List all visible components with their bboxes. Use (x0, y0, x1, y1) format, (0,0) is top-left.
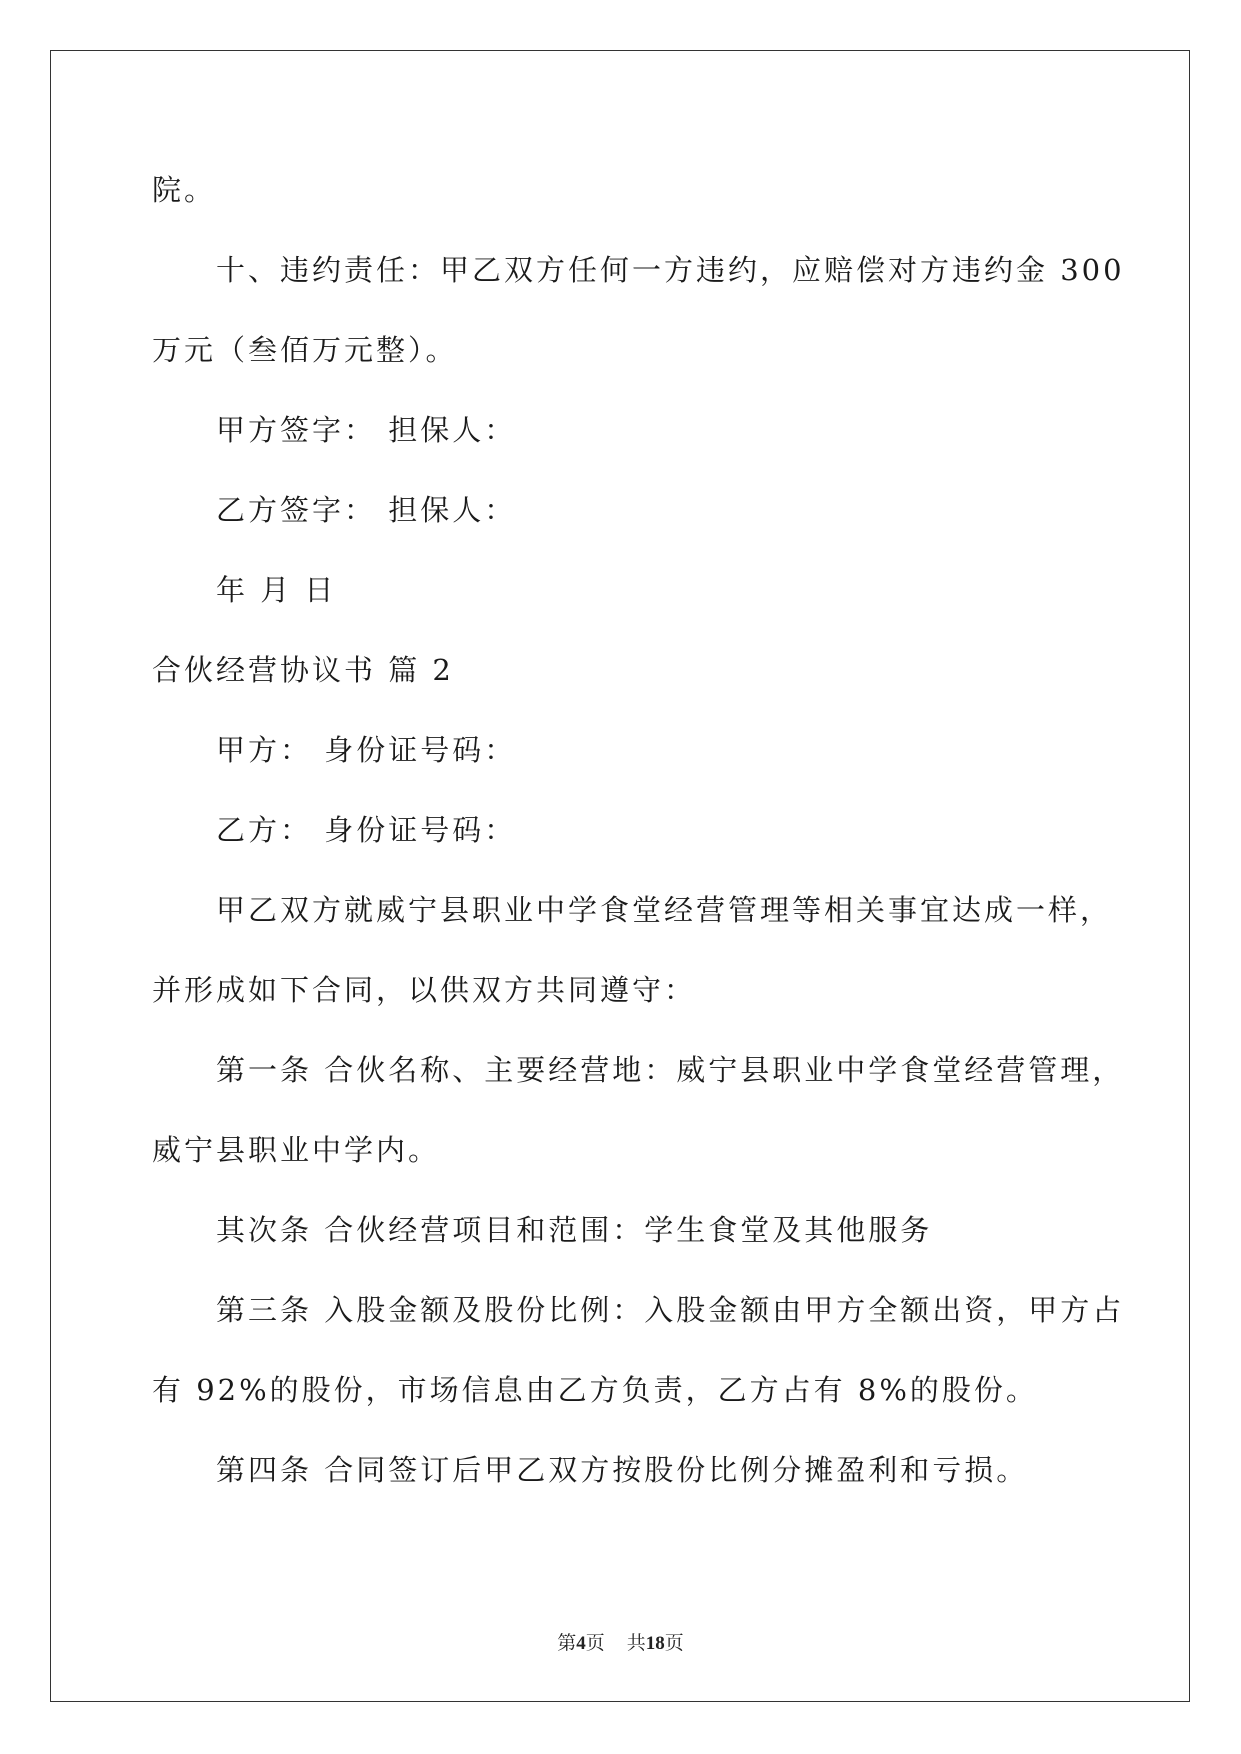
footer-total-pages: 18 (645, 1633, 665, 1654)
text-line-1: 院。 (152, 173, 217, 207)
text-line-17: 第四条 合同签订后甲乙双方按股份比例分摊盈利和亏损。 (216, 1453, 1029, 1487)
text-line-12: 第一条 合伙名称、主要经营地：威宁县职业中学食堂经营管理， (216, 1053, 1125, 1087)
text-line-10: 甲乙双方就威宁县职业中学食堂经营管理等相关事宜达成一样， (216, 893, 1113, 927)
text-line-15: 第三条 入股金额及股份比例：入股金额由甲方全额出资，甲方占 (216, 1293, 1125, 1327)
footer-total-prefix: 共 (626, 1633, 646, 1654)
footer-total-suffix: 页 (664, 1633, 684, 1654)
text-line-3: 万元（叁佰万元整）。 (152, 333, 458, 367)
text-line-4: 甲方签字： 担保人： (216, 413, 517, 447)
text-line-8: 甲方： 身份证号码： (216, 733, 517, 767)
footer-page-suffix: 页 (585, 1633, 605, 1654)
text-line-6: 年 月 日 (216, 573, 337, 607)
text-line-5: 乙方签字： 担保人： (216, 493, 517, 527)
text-line-9: 乙方： 身份证号码： (216, 813, 517, 847)
text-line-11: 并形成如下合同，以供双方共同遵守： (152, 973, 697, 1007)
footer-page-number: 4 (576, 1633, 586, 1654)
text-line-13: 威宁县职业中学内。 (152, 1133, 441, 1167)
text-line-2: 十、违约责任：甲乙双方任何一方违约，应赔偿对方违约金 300 (216, 253, 1125, 287)
footer-page-prefix: 第 (557, 1633, 577, 1654)
section-heading: 合伙经营协议书 篇 2 (152, 653, 454, 687)
page-footer (0, 1632, 1241, 1656)
text-line-14: 其次条 合伙经营项目和范围：学生食堂及其他服务 (216, 1213, 933, 1247)
text-line-16: 有 92%的股份，市场信息由乙方负责，乙方占有 8%的股份。 (152, 1373, 1038, 1407)
